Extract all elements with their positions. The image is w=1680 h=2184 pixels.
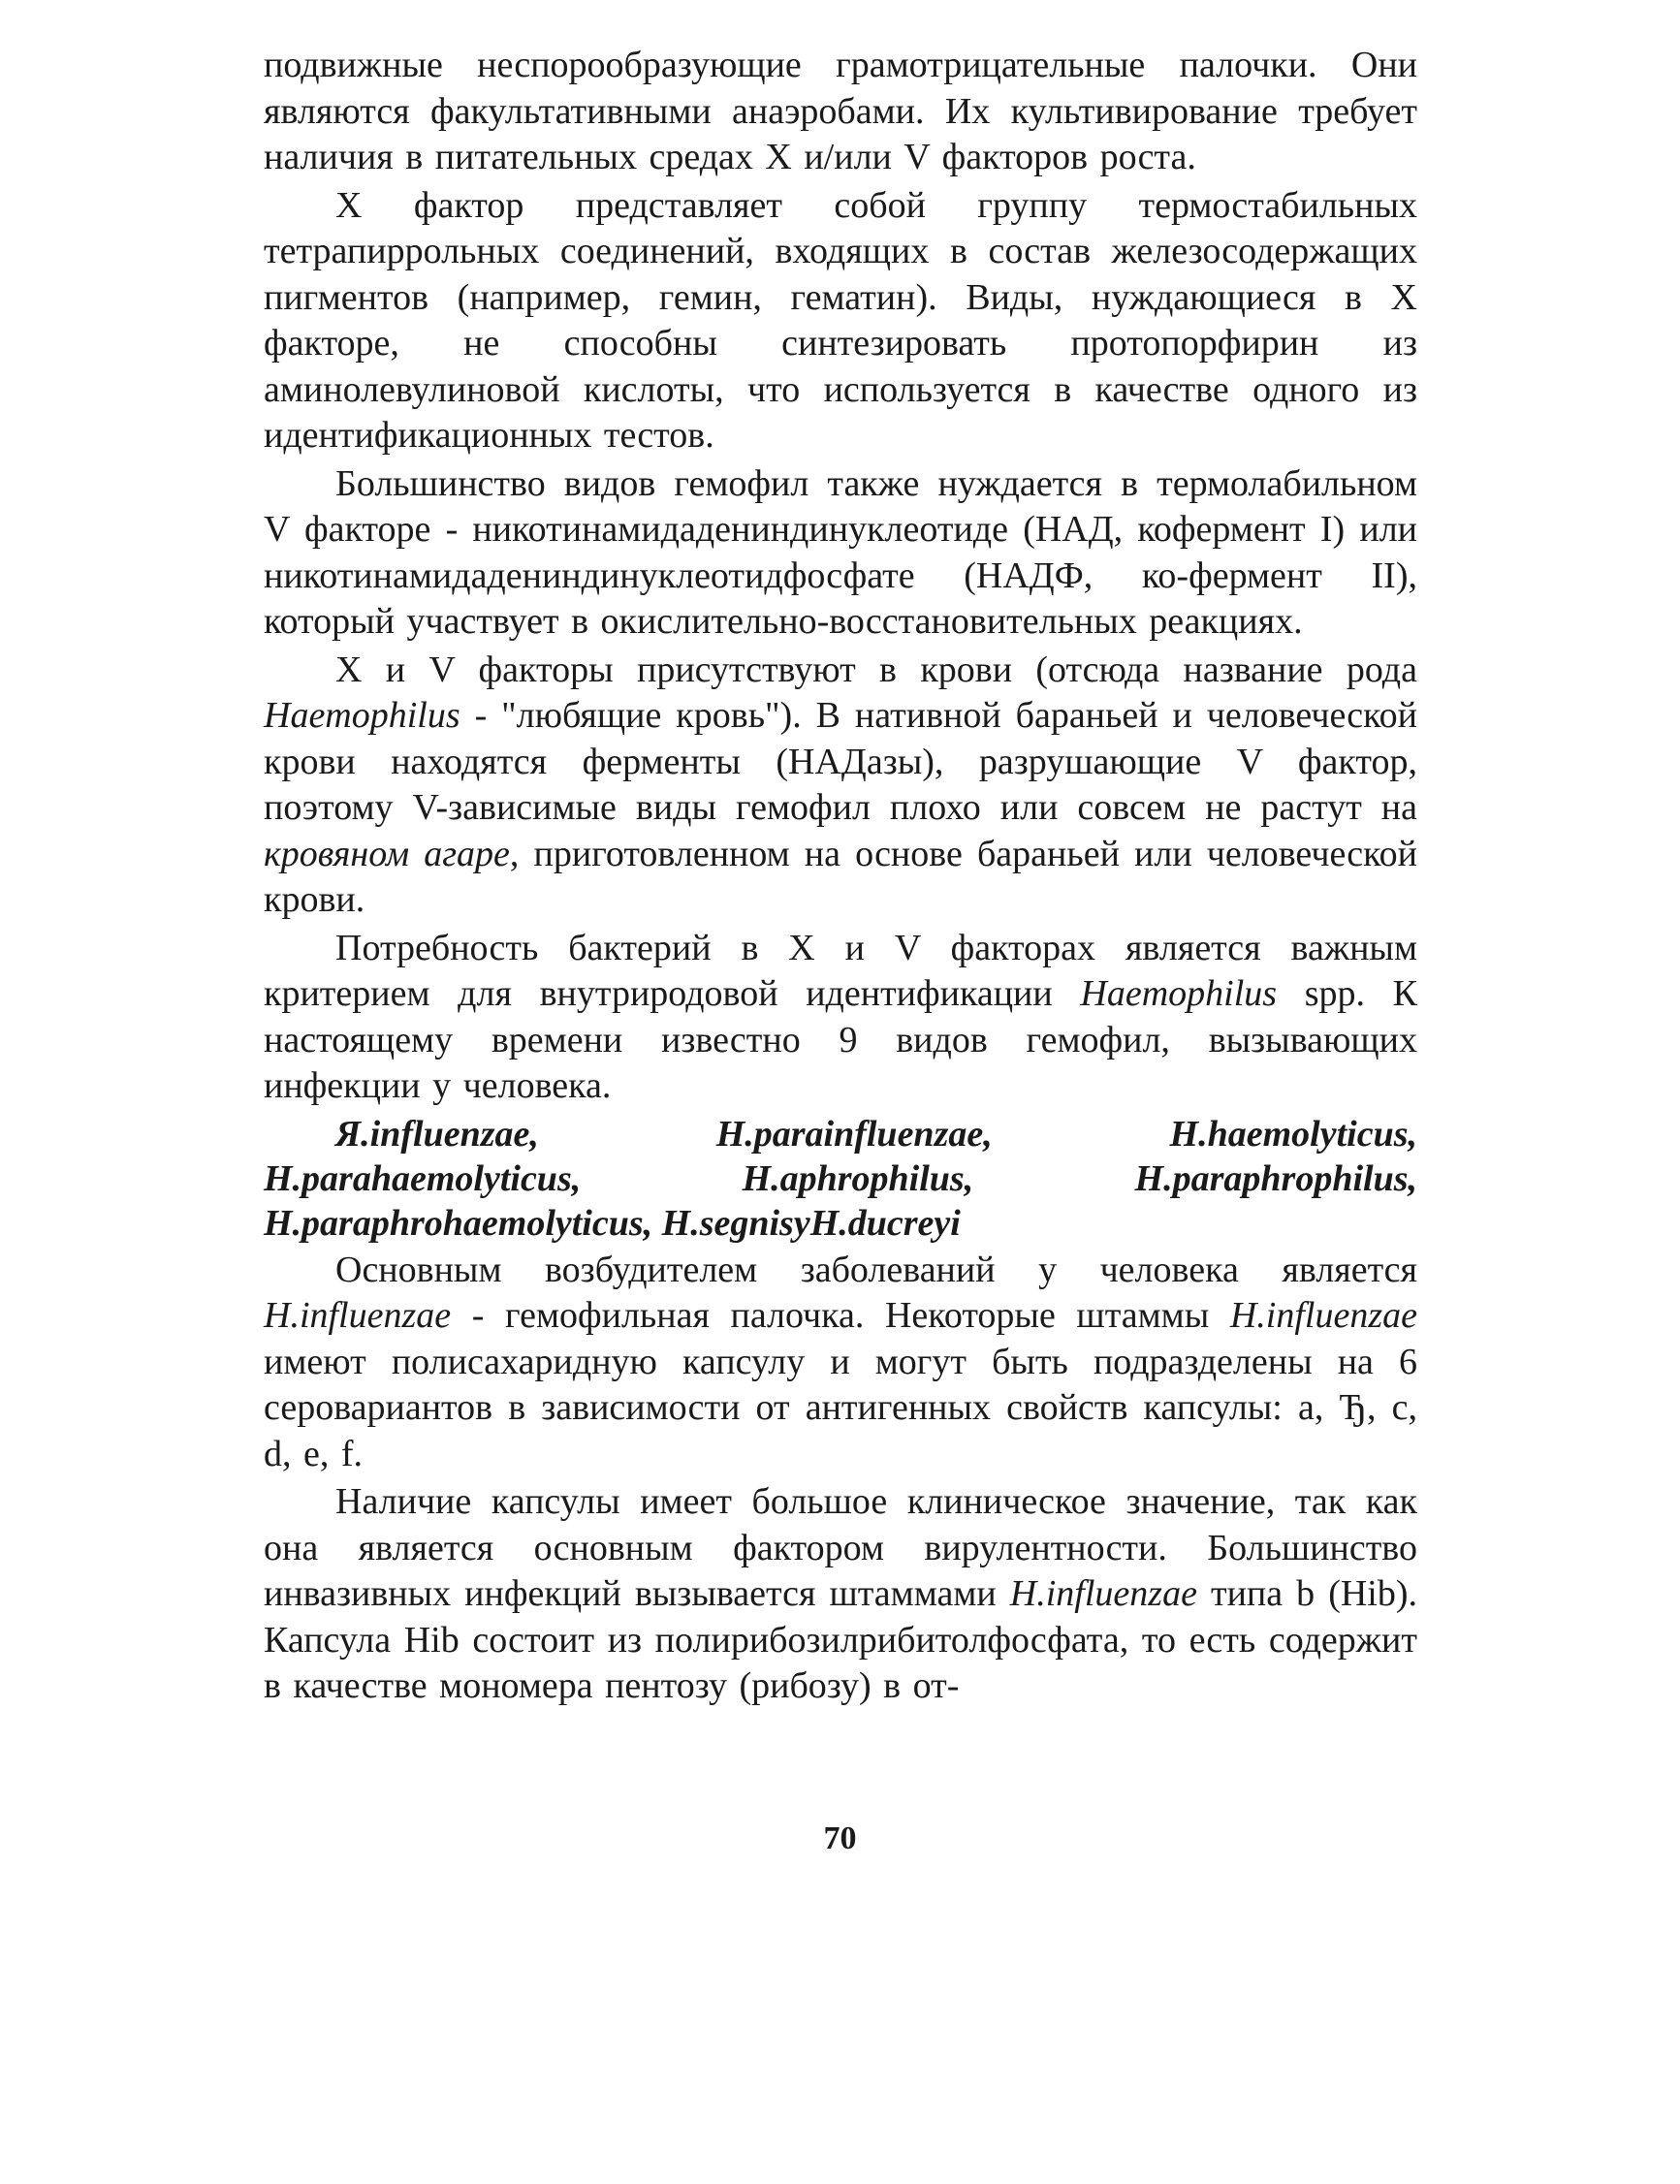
species-row (264, 1156, 1417, 1201)
page-content (264, 43, 1417, 1712)
paragraph-1 (264, 43, 1417, 181)
paragraph-capsule (264, 1479, 1417, 1710)
species-name: H.paraphrohaemolyticus, (264, 1202, 653, 1244)
species-name-italic: H.influenzae (1009, 1573, 1197, 1614)
species-name: H.segnisyH.ducreyi (661, 1202, 961, 1244)
species-name: H.parainfluenzae, (715, 1113, 993, 1155)
species-row (264, 1201, 1417, 1246)
paragraph-x-factor-text: X фактор представляет собой группу термостабильных тетрапиррольных соединений, входящих в состав железосодержащих пигментов (например, гемин, гематин). Виды, нуждающиеся в X факторе, не способны синтезировать протопорфирин из аминолевулиновой кислоты, что используется в качестве одного из идентификационных тестов. (264, 184, 1417, 456)
species-name: H.parahaemolyticus, (264, 1157, 582, 1199)
paragraph-main-pathogen-text-c: - гемофильная палочка. Некоторые штаммы (451, 1295, 1230, 1336)
species-list (264, 1112, 1417, 1246)
paragraph-v-factor (264, 461, 1417, 646)
paragraph-capsule-text-c: типа b (Hib). Капсула Hib состоит из полирибозилрибитолфосфата, то есть содержит в качестве мономера пентозу (рибозу) в от- (264, 1573, 1417, 1706)
paragraph-main-pathogen-text-a: Основным возбудителем заболеваний у человека является (335, 1249, 1417, 1290)
paragraph-blood-text-c: - "любящие кровь"). В нативной бараньей и человеческой крови находятся ферменты (НАДазы), разрушающие V фактор, поэтому V-зависимые виды гемофил плохо или совсем не растут на (264, 695, 1417, 828)
species-name: H.paraphrophilus, (1134, 1157, 1417, 1199)
paragraph-blood-text-e: , приготовленном на основе бараньей или человеческой крови. (264, 833, 1418, 920)
paragraph-main-pathogen-text-e: имеют полисахаридную капсулу и могут быть подразделены на 6 серовариантов в зависимости от антигенных свойств капсулы: a, Ђ, c, d, e, f. (264, 1341, 1417, 1474)
species-name-italic: H.influenzae (264, 1295, 452, 1336)
paragraph-v-factor-text: Большинство видов гемофил также нуждается в термолабильном V факторе - никотинамидадениндинуклеотиде (НАД, кофермент I) или никотинамидадениндинуклеотидфосфате (НАДФ, ко-фермент II), который участвует в окислительно-восстановительных реакциях. (264, 462, 1417, 642)
species-row (264, 1112, 1417, 1156)
paragraph-identification-text-c: spp. К настоящему времени известно 9 видов гемофил, вызывающих инфекции у человека. (264, 973, 1417, 1106)
paragraph-1-text: подвижные неспорообразующие грамотрицательные палочки. Они являются факультативными анаэробами. Их культивирование требует наличия в питательных средах X и/или V факторов роста. (264, 45, 1417, 177)
paragraph-identification (264, 926, 1417, 1110)
paragraph-x-factor (264, 183, 1417, 459)
paragraph-identification-text-a: Потребность бактерий в X и V факторах является важным критерием для внутриродовой идентификации (264, 927, 1417, 1014)
paragraph-blood-text-a: X и V факторы присутствуют в крови (отсюда название рода (335, 649, 1417, 690)
species-name: H.haemolyticus, (1169, 1113, 1417, 1155)
blood-agar-term: кровяном агаре (264, 833, 510, 874)
species-name: H.aphrophilus, (742, 1157, 974, 1199)
paragraph-capsule-text-a: Наличие капсулы имеет большое клиническое значение, так как она является основным фактором вирулентности. Большинство инвазивных инфекций вызывается штаммами (264, 1481, 1417, 1614)
page-number: 70 (823, 1820, 857, 1856)
genus-name-italic: Haemophilus (264, 695, 460, 736)
paragraph-main-pathogen (264, 1248, 1417, 1478)
genus-name-italic: Haemophilus (1080, 973, 1278, 1014)
paragraph-blood (264, 648, 1417, 924)
species-name: Я.influenzae, (335, 1113, 539, 1155)
species-name-italic: H.influenzae (1229, 1295, 1417, 1336)
